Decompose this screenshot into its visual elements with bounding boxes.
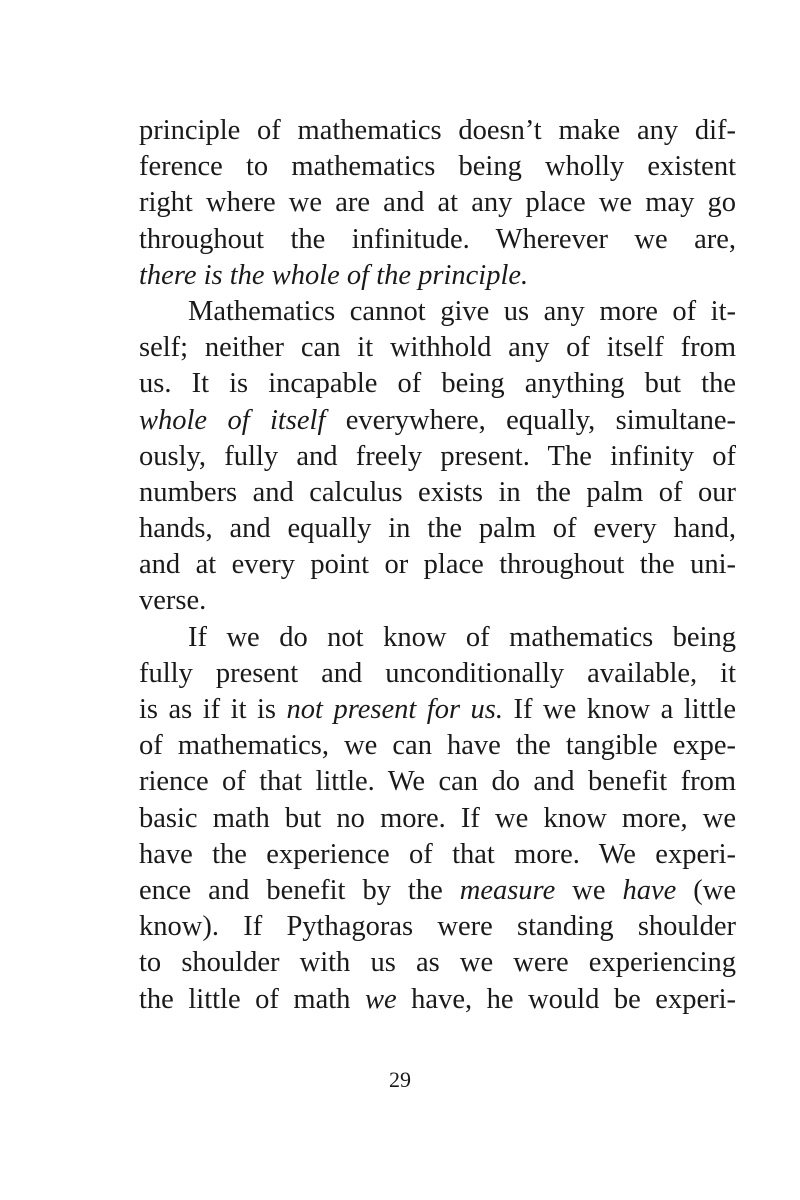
text-line [139,945,736,981]
italic-text: we [364,983,397,1015]
text-segment: and at every point or place throughout the uni- [139,549,736,581]
text-line [139,728,736,764]
text-line [139,620,736,656]
text-segment: have, he would be experi- [396,983,736,1015]
text-segment: we [555,874,623,906]
italic-text: not present for us. [286,694,504,725]
text-segment: to shoulder with us as we were experiencing [139,947,736,979]
text-line [139,294,736,330]
text-segment: have the experience of that more. We experi- [139,838,736,870]
italic-text: have [622,874,677,906]
text-segment: fully present and unconditionally available, it [139,657,736,689]
text-segment: us. It is incapable of being anything but the [139,368,736,400]
body-text [139,113,736,1018]
text-line [139,801,736,837]
text-segment: verse. [139,585,207,617]
text-segment: If we do not know of mathematics being [188,621,736,653]
text-segment: right where we are and at any place we may go [139,187,736,219]
text-line [139,330,736,366]
text-segment: principle of mathematics doesn’t make any dif- [139,115,736,146]
text-line [139,149,736,185]
text-segment: hands, and equally in the palm of every hand, [139,513,736,545]
text-line [139,873,736,909]
text-line [139,113,736,149]
text-line [139,222,736,258]
text-segment: ence and benefit by the [139,874,460,906]
text-segment: of mathematics, we can have the tangible expe- [139,730,736,762]
text-segment: ference to mathematics being wholly existent [139,151,736,183]
text-line [139,547,736,583]
text-segment: ously, fully and freely present. The infinity of [139,440,736,472]
italic-text: measure [459,874,556,906]
text-segment: throughout the infinitude. Wherever we are, [139,223,736,255]
text-segment: the little of math [139,983,365,1015]
text-segment: numbers and calculus exists in the palm of our [139,476,736,508]
italic-text: there is the whole of the principle. [139,259,529,291]
text-line [139,982,736,1018]
text-line [139,764,736,800]
text-line [139,511,736,547]
page-number: 29 [389,1067,411,1092]
text-line [139,583,736,619]
text-line [139,439,736,475]
text-line [139,656,736,692]
text-line [139,475,736,511]
text-line [139,403,736,439]
italic-text: whole of itself [139,404,326,436]
text-line [139,185,736,221]
text-segment: (we [676,874,736,906]
text-segment: Mathematics cannot give us any more of it- [188,295,736,327]
text-segment: basic math but no more. If we know more, we [139,802,736,834]
text-segment: everywhere, equally, simultane- [325,404,736,436]
text-line [139,692,736,728]
text-line [139,366,736,402]
text-line [139,258,736,294]
text-segment: If we know a little [503,694,736,725]
text-segment: know). If Pythagoras were standing shoulder [139,911,736,943]
text-line [139,909,736,945]
text-segment: self; neither can it withhold any of itself from [139,332,736,364]
text-line [139,837,736,873]
text-segment: rience of that little. We can do and benefit from [139,766,736,798]
text-segment: is as if it is [139,694,287,725]
